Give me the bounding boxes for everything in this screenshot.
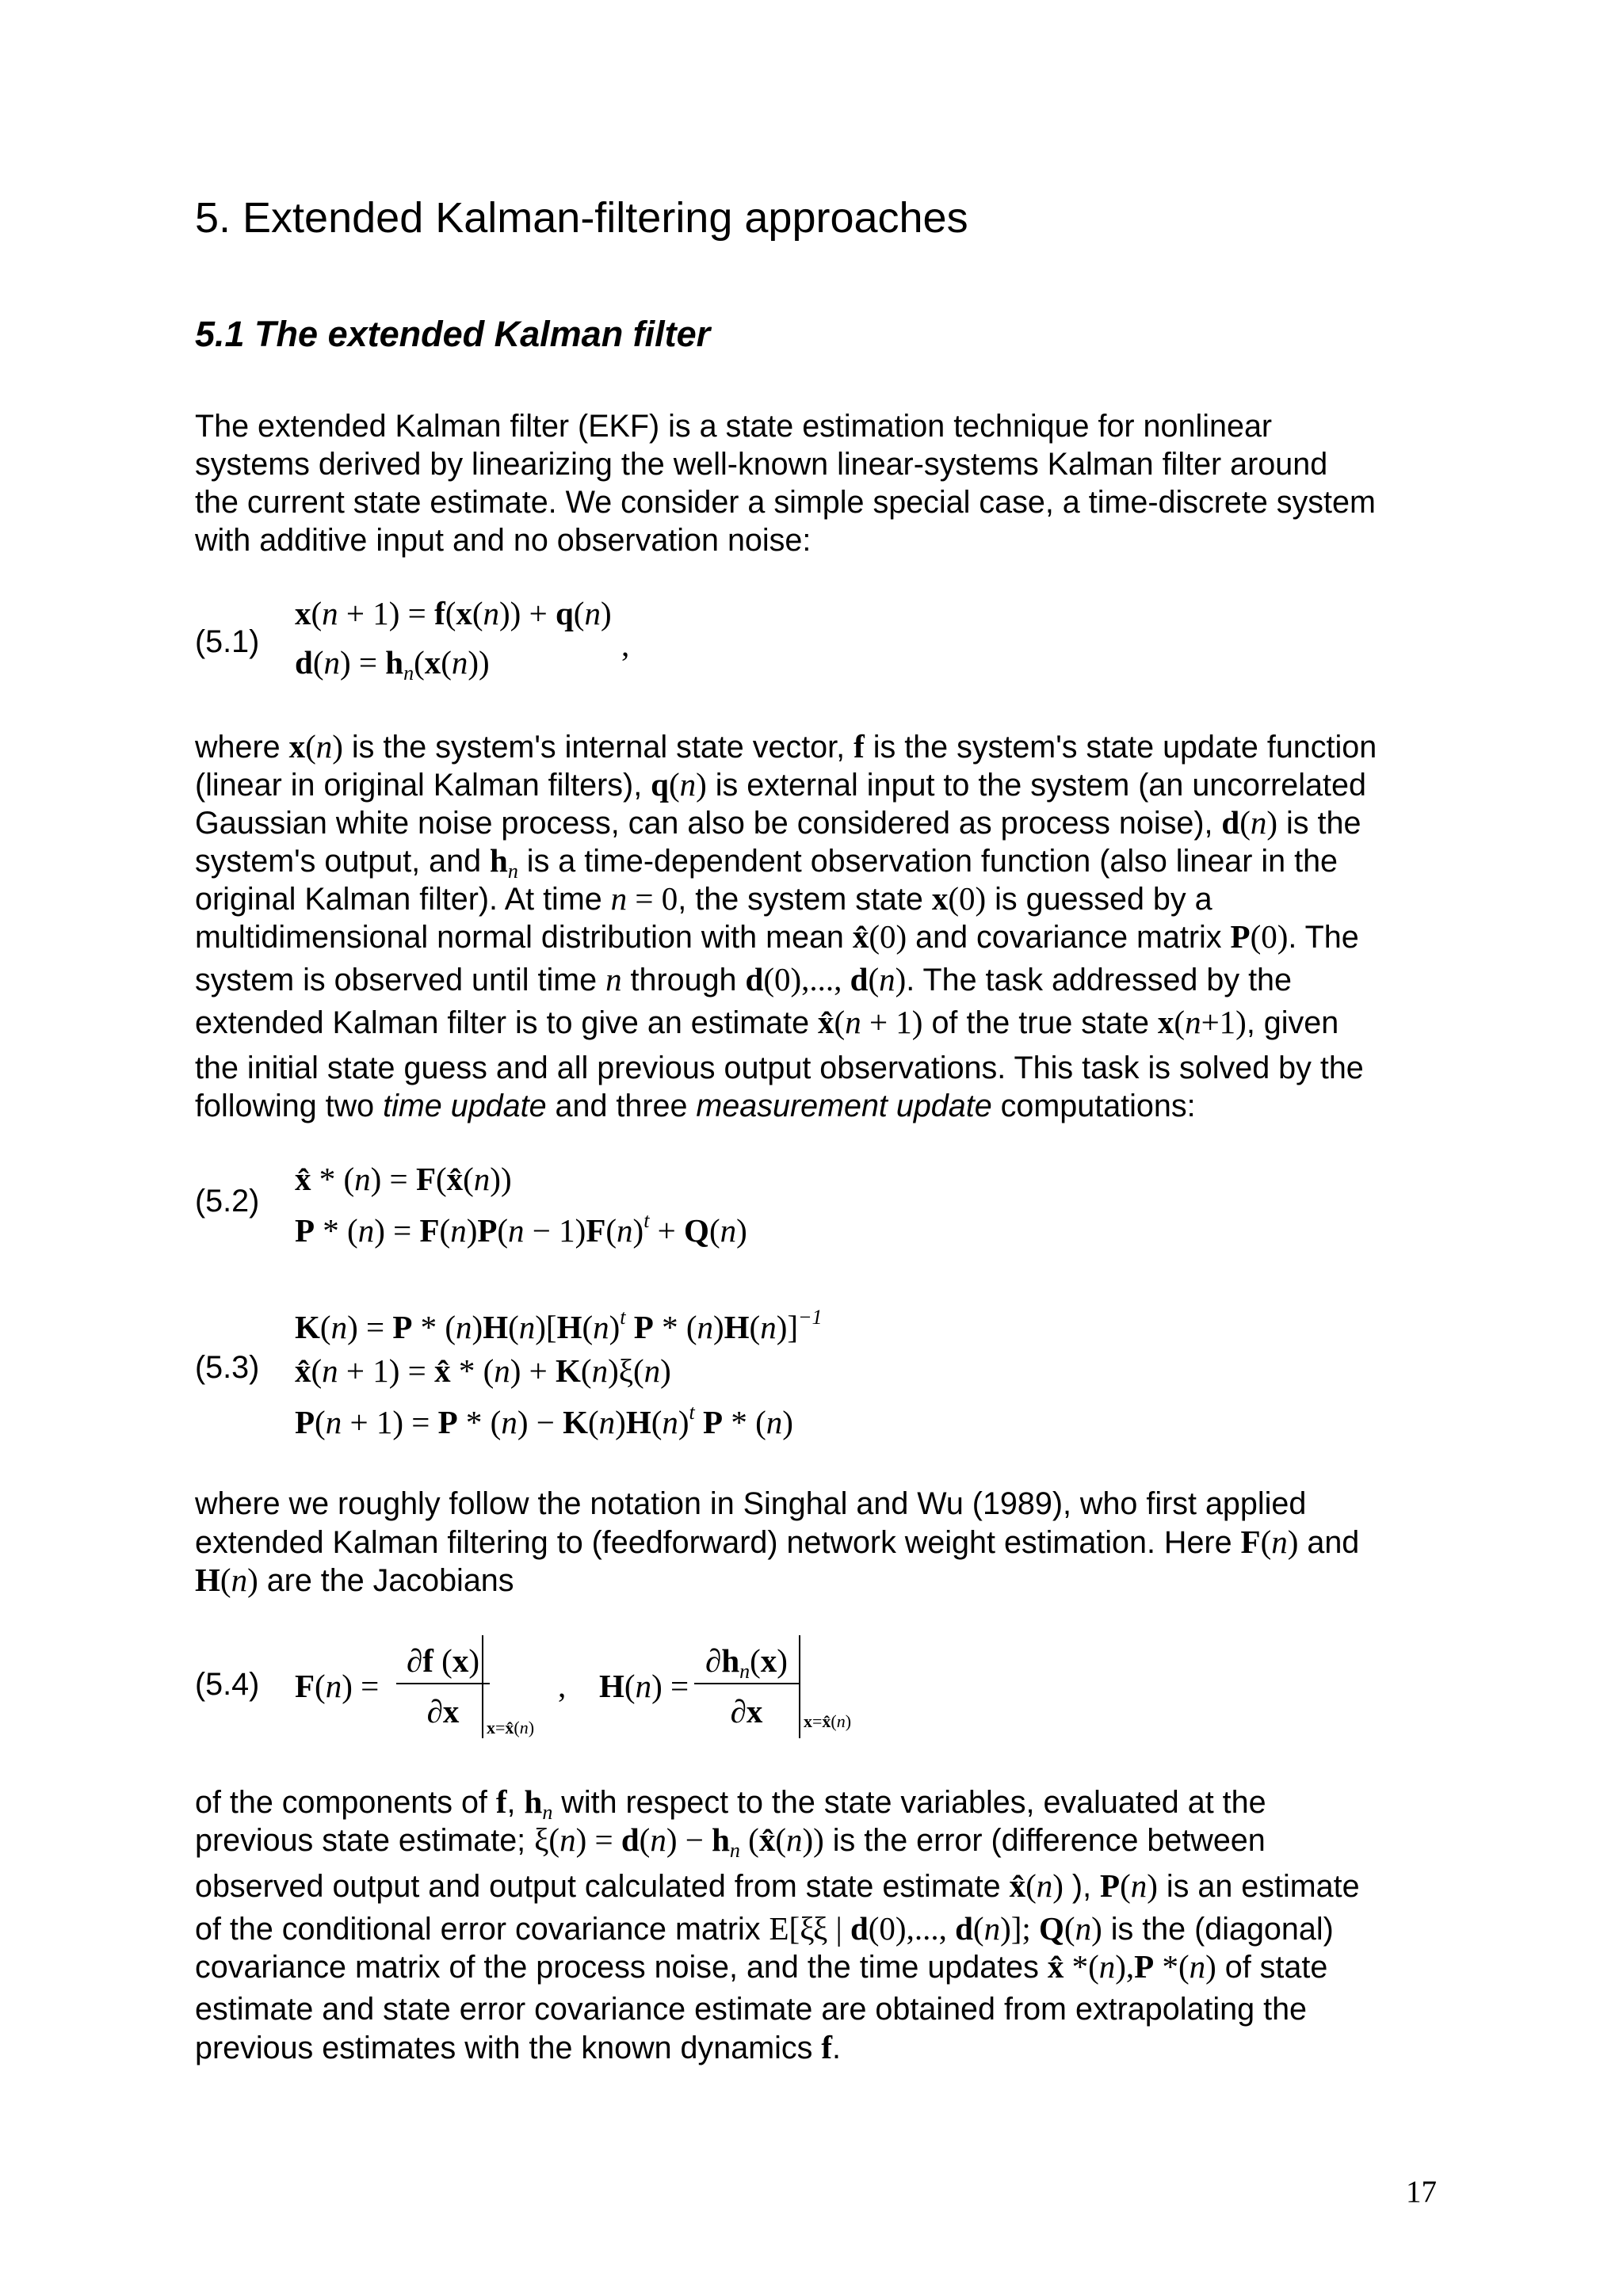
intro-paragraph	[195, 407, 1447, 559]
intro-line: systems derived by linearizing the well-known linear-systems Kalman filter around	[195, 447, 1328, 482]
jacobian-H-fraction-bar	[694, 1683, 799, 1684]
equation-5-3-line3: $P(n + 1) = P * (n) - K(n)H(n)^t$ P * (n)	[295, 1401, 793, 1440]
intro-line: The extended Kalman filter (EKF) is a state estimation technique for nonlinear	[195, 409, 1273, 444]
equation-label-5-1: (5.1)	[195, 624, 260, 659]
text-line: following two time update and three measurement update computations:	[195, 1089, 1196, 1123]
jacobian-H-denominator: ∂x	[730, 1693, 763, 1730]
text-line: where we roughly follow the notation in Singhal and Wu (1989), who first applied	[195, 1486, 1307, 1521]
equation-5-3-line1: $K(n) = P * (n)H(n)[H(n)^t$ P * (n)H(n)]$^{-1}$	[295, 1306, 823, 1345]
equation-label-5-4: (5.4)	[195, 1667, 260, 1702]
equation-5-2-line1: x̂ * (n) = F(x̂(n))	[295, 1161, 512, 1197]
equation-5-1-line1: x(n + 1) = f(x(n)) + q(n)	[295, 595, 612, 631]
subsection-heading: 5.1 The extended Kalman filter	[195, 314, 711, 354]
jacobian-H-evaluation-point: x=x̂(n)	[804, 1711, 852, 1731]
text-line: of the conditional error covariance matrix E[ξξ | d(0),..., d(n)]; Q(n) is the (diagonal)	[195, 1910, 1334, 1947]
paragraph-2	[195, 727, 1447, 1125]
jacobian-F-denominator: ∂x	[426, 1693, 460, 1730]
jacobian-F-evaluation-point: x=x̂(n)	[487, 1718, 535, 1737]
jacobian-F-fraction-bar	[396, 1683, 490, 1684]
text-line: where x(n) is the system's internal state vector, f is the system's state update function	[195, 728, 1377, 765]
equation-5-2-line2: $P * (n) = F(n)P(n - 1)F(n)^t + Q(n)$	[295, 1209, 747, 1249]
jacobian-H-numerator: ∂hn(x)	[705, 1642, 788, 1683]
text-line: previous estimates with the known dynamics f.	[195, 2029, 841, 2065]
jacobian-H-lhs: H(n) =	[599, 1668, 689, 1704]
text-line: (linear in original Kalman filters), q(n) is external input to the system (an uncorrelated	[195, 766, 1366, 803]
text-line: multidimensional normal distribution with mean x̂(0) and covariance matrix P(0). The	[195, 918, 1359, 955]
paragraph-3	[195, 1485, 1447, 1599]
intro-line: the current state estimate. We consider a simple special case, a time-discrete system	[195, 485, 1376, 520]
text-line: of the components of f, $h_n$ with respect to the state variables, evaluated at the	[195, 1783, 1266, 1824]
page-number: 17	[1406, 2175, 1437, 2209]
text-line: H(n) are the Jacobians	[195, 1562, 514, 1598]
equation-5-1-line2: $d(n) = h_n(x(n))$	[295, 644, 490, 685]
text-line: extended Kalman filtering to (feedforward) network weight estimation. Here F(n) and	[195, 1524, 1360, 1560]
paragraph-4	[195, 1783, 1447, 2066]
text-line: extended Kalman filter is to give an estimate x̂(n + 1) of the true state x(n+1), given	[195, 1004, 1339, 1040]
text-line: the initial state guess and all previous output observations. This task is solved by the	[195, 1051, 1364, 1085]
equation-5-1-comma: ,	[621, 627, 630, 663]
equation-5-3-line2: x̂(n + 1) = x̂ * (n) + K(n)ξ(n)	[295, 1352, 671, 1389]
section-heading: 5. Extended Kalman-filtering approaches	[195, 194, 968, 242]
text-line: Gaussian white noise process, can also be considered as process noise), d(n) is the	[195, 804, 1361, 841]
text-line: covariance matrix of the process noise, and the time updates x̂ *(n),P *(n) of state	[195, 1948, 1328, 1985]
jacobian-separator: ,	[558, 1668, 567, 1704]
text-line: system's output, and $h_n$ is a time-dependent observation function (also linear in the	[195, 842, 1338, 883]
jacobian-F-lhs: F(n) =	[295, 1668, 380, 1704]
text-line: original Kalman filter). At time n = 0, the system state x(0) is guessed by a	[195, 880, 1212, 917]
text-line: observed output and output calculated from state estimate x̂(n) ), P(n) is an estimate	[195, 1867, 1360, 1904]
text-line: previous state estimate; $\xi(n) = d(n) - h_n$ (x̂(n)) is the error (difference between	[195, 1821, 1266, 1862]
equation-label-5-2: (5.2)	[195, 1184, 260, 1219]
jacobian-F-evaluation-bar	[482, 1635, 483, 1738]
equation-label-5-3: (5.3)	[195, 1350, 260, 1385]
text-line: system is observed until time n through d(0),..., d(n). The task addressed by the	[195, 961, 1292, 997]
jacobian-H-evaluation-bar	[799, 1635, 800, 1738]
text-line: estimate and state error covariance estimate are obtained from extrapolating the	[195, 1992, 1308, 2027]
jacobian-F-numerator: ∂f (x)	[407, 1642, 479, 1679]
intro-line: with additive input and no observation noise:	[195, 523, 812, 558]
